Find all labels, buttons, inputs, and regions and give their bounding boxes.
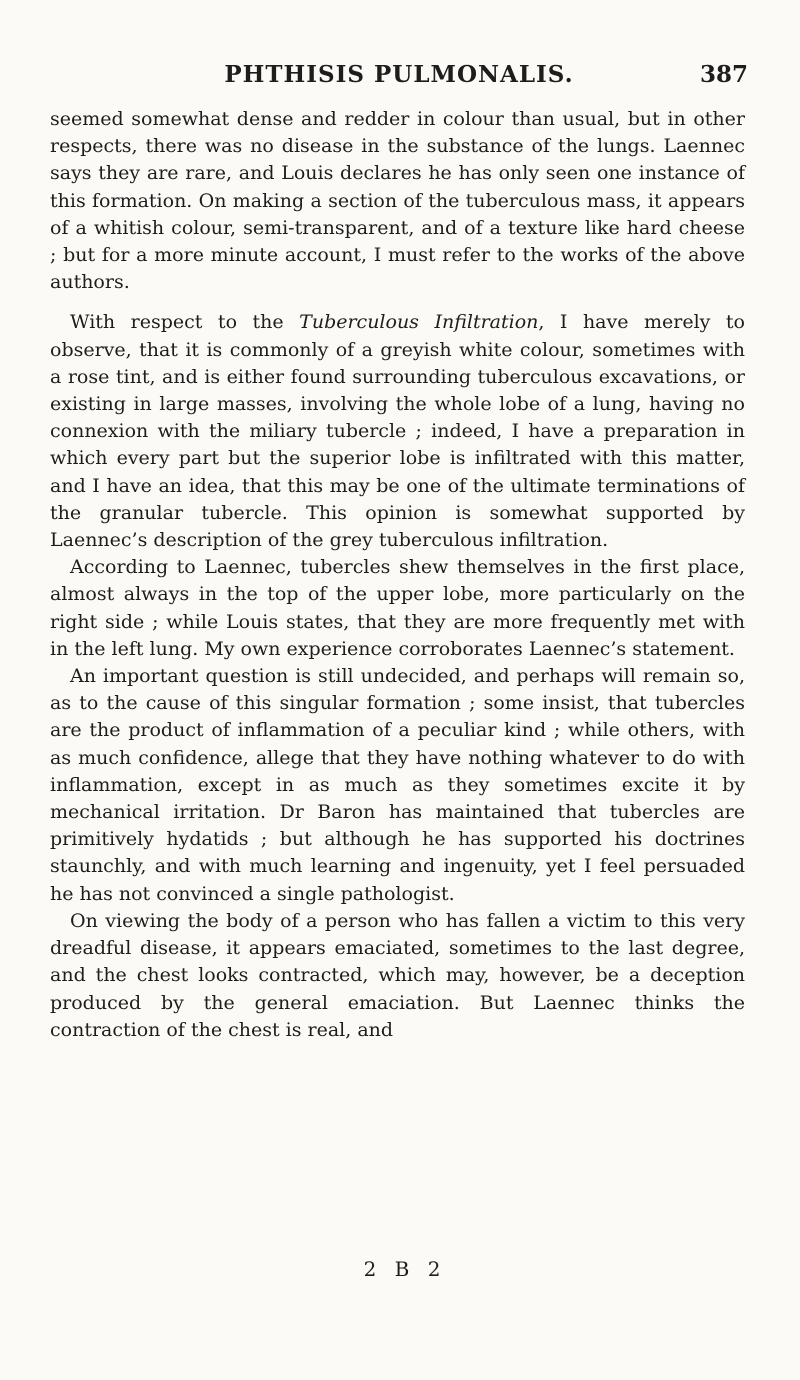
- paragraph-2: [50, 309, 745, 554]
- page-header: [50, 56, 748, 94]
- paragraph-2-rest: , I have merely to observe, that it is commonly of a greyish white colour, sometimes with a rose tint, and is either found surrounding tuberculous excavations, or existing in large masses, involving the whole lobe of a lung, having no connexion with the miliary tubercle ; indeed, I have a preparation in which every part but the superior lobe is infiltrated with this matter, and I have an idea, that this may be one of the ultimate terminations of the granular tubercle. This opinion is somewhat supported by Laennec’s description of the grey tuberculous infiltration.: [50, 311, 745, 552]
- paragraph-2-italic: Tuberculous Infiltration: [299, 311, 539, 334]
- paragraph-4: An important question is still undecided, and perhaps will remain so, as to the cause of this singular formation ; some insist, that tubercles are the product of inflammation of a peculiar kind ; while others, with as much confidence, allege that they have nothing whatever to do with inflammation, except in as much as they sometimes excite it by mechanical irritation. Dr Baron has maintained that tubercles are primitively hydatids ; but although he has supported his doctrines staunchly, and with much learning and ingenuity, yet I feel persuaded he has not convinced a single pathologist.: [50, 665, 745, 905]
- paragraph-3: According to Laennec, tubercles shew themselves in the first place, almost always in the top of the upper lobe, more particularly on the right side ; while Louis states, that they are more frequently met with in the left lung. My own experience corroborates Laennec’s statement.: [50, 556, 745, 660]
- signature-mark-wrap: [0, 1255, 800, 1283]
- signature-mark: 2 B 2: [363, 1257, 447, 1281]
- page-number: 387: [699, 61, 748, 88]
- paragraph-1: seemed somewhat dense and redder in colour than usual, but in other respects, there was no disease in the substance of the lungs. Laennec says they are rare, and Louis declares he has only seen one instance of this formation. On making a section of the tuberculous mass, it appears of a whitish colour, semi-transparent, and of a texture like hard cheese ; but for a more minute account, I must refer to the works of the above authors.: [50, 108, 745, 294]
- paragraph-2-lead: With respect to the: [70, 311, 300, 334]
- running-title: PHTHISIS PULMONALIS.: [224, 61, 574, 88]
- body-text: [50, 106, 745, 1044]
- paragraph-5: On viewing the body of a person who has fallen a victim to this very dreadful disease, it appears emaciated, sometimes to the last degree, and the chest looks contracted, which may, however, be a deception produced by the general emaciation. But Laennec thinks the contraction of the chest is real, and: [50, 909, 745, 1041]
